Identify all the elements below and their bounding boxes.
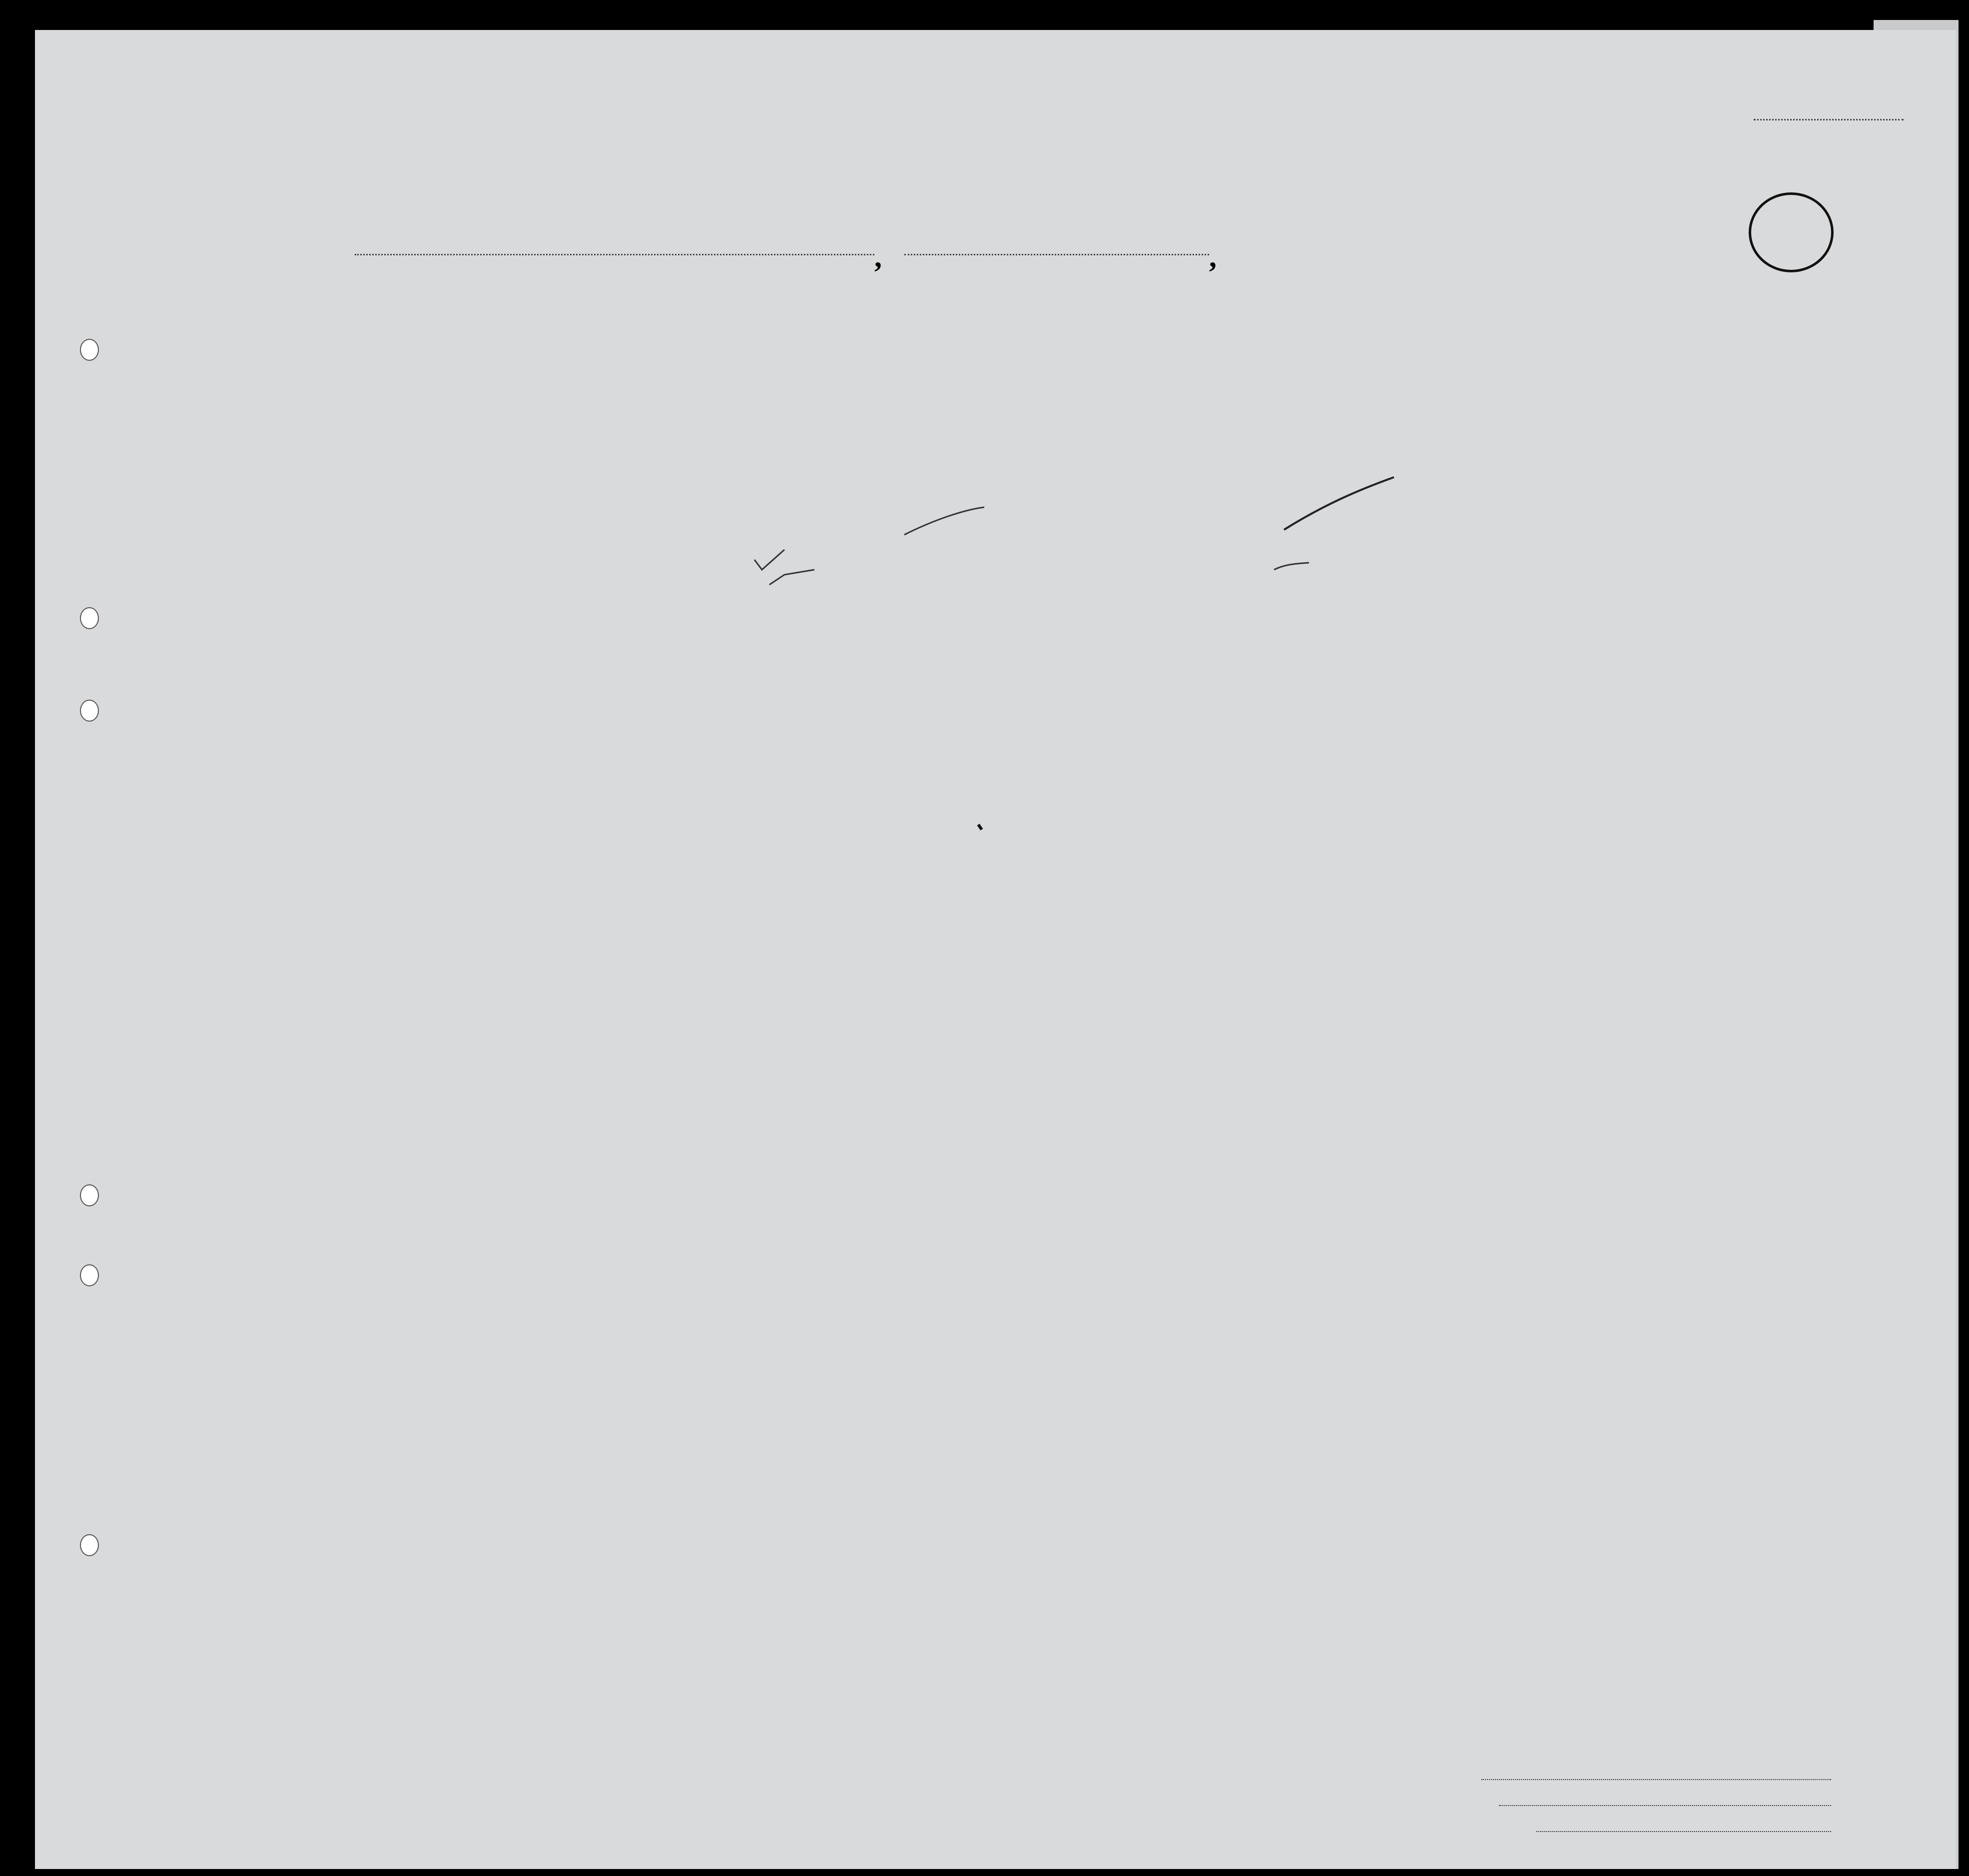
owners-underline [1499,1805,1831,1806]
handwritten-marks [35,30,1956,1869]
punch-hole [80,1264,99,1286]
manifest-sheet [35,30,1956,1869]
line-underline [1481,1779,1831,1780]
punch-hole [80,607,99,629]
punch-hole [80,700,99,722]
comma-glyph: , [874,240,882,273]
agents-underline [1536,1831,1831,1832]
punch-hole [80,1534,99,1556]
punch-hole [80,339,99,361]
punch-hole [80,1184,99,1206]
comma-glyph-2: , [1209,240,1217,273]
